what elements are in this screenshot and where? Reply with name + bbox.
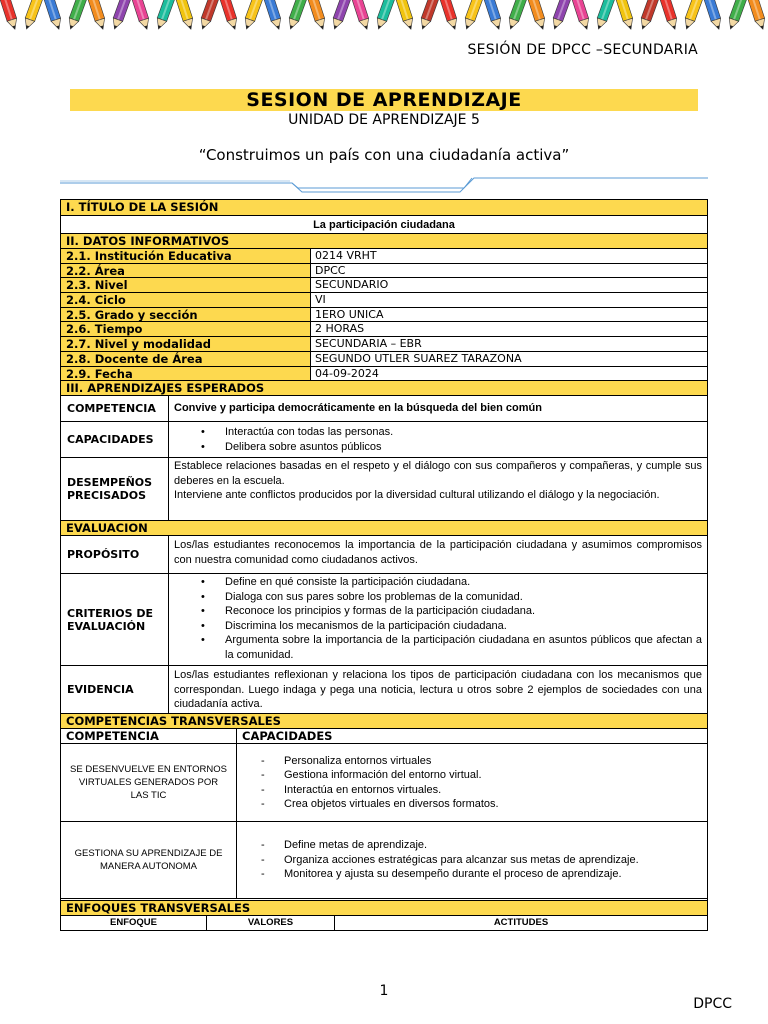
competencia-label: COMPETENCIA	[61, 396, 169, 421]
evidencia-value: Los/las estudiantes reflexionan y relaciona los tipos de participación ciudadana con los mecanismos que correspondan. Luego indaga y pega una noticia, lectura u otros sobre 2 ejemplos de sociedades con una ciudadanía activa.	[174, 669, 702, 711]
unit-title: UNIDAD DE APRENDIZAJE 5	[288, 112, 480, 128]
proposito-row	[61, 535, 707, 573]
criterios-list	[174, 575, 702, 662]
criterios-label: CRITERIOS DE EVALUACIÓN	[61, 574, 169, 665]
transversal-competencia: GESTIONA SU APRENDIZAJE DE MANERA AUTONOMA	[61, 822, 237, 898]
page-title: SESION DE APRENDIZAJE	[70, 89, 698, 111]
list-item: • Argumenta sobre la importancia de la participación ciudadana en asuntos públicos que afectan a la comunidad.	[198, 633, 702, 662]
competencia-value: Convive y participa democráticamente en la búsqueda del bien común	[174, 402, 542, 415]
session-label: SESIÓN DE DPCC –SECUNDARIA	[467, 42, 698, 58]
info-row	[61, 336, 707, 351]
list-item: - Interactúa en entornos virtuales.	[261, 783, 499, 798]
evidencia-row	[61, 665, 707, 713]
info-row	[61, 351, 707, 366]
capacidades-value	[169, 422, 707, 457]
capacidades-label: CAPACIDADES	[61, 422, 169, 457]
desempenos-row	[61, 457, 707, 520]
info-value: 0214 VRHT	[315, 249, 377, 262]
info-value: 1ERO UNICA	[315, 307, 384, 321]
list-item: - Gestiona información del entorno virtual.	[261, 768, 499, 783]
info-rows	[61, 248, 707, 380]
capacidades-list	[237, 754, 499, 812]
transversal-row	[61, 821, 707, 898]
section-info-heading: II. DATOS INFORMATIVOS	[61, 233, 707, 248]
list-item: - Define metas de aprendizaje.	[261, 838, 639, 853]
section-evaluation-heading: EVALUACION	[61, 520, 707, 535]
evidencia-label: EVIDENCIA	[61, 666, 169, 713]
list-item: • Dialoga con sus pares sobre los problemas de la comunidad.	[198, 590, 702, 605]
list-item: • Reconoce los principios y formas de la participación ciudadana.	[198, 604, 702, 619]
list-item: - Organiza acciones estratégicas para alcanzar sus metas de aprendizaje.	[261, 853, 639, 868]
info-row	[61, 263, 707, 278]
info-value: DPCC	[315, 263, 346, 277]
info-value: VI	[315, 293, 326, 307]
section-enfoques-heading: ENFOQUES TRANSVERSALES	[61, 900, 707, 915]
decorative-divider	[60, 176, 708, 194]
transversal-row	[61, 743, 707, 821]
info-row	[61, 292, 707, 307]
info-key: 2.2. Área	[61, 264, 311, 278]
column-header-enfoque: ENFOQUE	[61, 916, 207, 930]
list-item: • Define en qué consiste la participación ciudadana.	[198, 575, 702, 590]
list-item: • Discrimina los mecanismos de la participación ciudadana.	[198, 619, 702, 634]
info-key: 2.6. Tiempo	[61, 322, 311, 336]
desempeno-text: Establece relaciones basadas en el respeto y el diálogo con sus compañeros y compañeras, y cumple sus deberes en la escuela.	[174, 460, 702, 487]
info-row	[61, 366, 707, 381]
info-value: SEGUNDO UTLER SUAREZ TARAZONA	[315, 351, 522, 365]
proposito-label: PROPÓSITO	[61, 536, 169, 573]
info-key: 2.9. Fecha	[61, 367, 311, 381]
capacidades-list	[174, 425, 393, 454]
info-key: 2.5. Grado y sección	[61, 308, 311, 322]
list-item: • Delibera sobre asuntos públicos	[198, 440, 393, 455]
desempenos-label: DESEMPEÑOS PRECISADOS	[61, 458, 169, 520]
capacidades-row	[61, 421, 707, 457]
section-transversal-heading: COMPETENCIAS TRANSVERSALES	[61, 713, 707, 728]
proposito-value: Los/las estudiantes reconocemos la importancia de la participación ciudadana y asumimos compromisos con nuestra comunidad como ciudadanos activos.	[174, 539, 702, 566]
info-value: SECUNDARIO	[315, 278, 389, 292]
info-value: 2 HORAS	[315, 322, 365, 336]
desempeno-text: Interviene ante conflictos producidos por la diversidad cultural utilizando el diálogo y la negociación.	[174, 489, 660, 502]
footer-label: DPCC	[693, 996, 732, 1012]
info-row	[61, 248, 707, 263]
column-header-competencia: COMPETENCIA	[61, 729, 237, 743]
info-value: SECUNDARIA – EBR	[315, 337, 422, 351]
criterios-value	[169, 574, 707, 665]
enfoques-header-row	[61, 915, 707, 930]
column-header-capacidades: CAPACIDADES	[242, 729, 333, 744]
session-table	[60, 199, 708, 931]
info-key: 2.3. Nivel	[61, 278, 311, 292]
info-value: 04-09-2024	[315, 366, 379, 380]
list-item: - Crea objetos virtuales en diversos formatos.	[261, 797, 499, 812]
info-row	[61, 277, 707, 292]
transversal-capacidades	[237, 744, 707, 821]
info-key: 2.1. Institución Educativa	[61, 249, 311, 263]
section-learning-heading: III. APRENDIZAJES ESPERADOS	[61, 380, 707, 395]
list-item: - Personaliza entornos virtuales	[261, 754, 499, 769]
page-number: 1	[379, 983, 389, 999]
info-key: 2.4. Ciclo	[61, 293, 311, 307]
transversal-competencia: SE DESENVUELVE EN ENTORNOS VIRTUALES GENERADOS POR LAS TIC	[61, 744, 237, 821]
info-key: 2.8. Docente de Área	[61, 352, 311, 366]
info-key: 2.7. Nivel y modalidad	[61, 337, 311, 351]
criterios-row	[61, 573, 707, 665]
list-item: - Monitorea y ajusta su desempeño durante el proceso de aprendizaje.	[261, 867, 639, 882]
desempenos-value	[169, 458, 707, 520]
column-header-actitudes: ACTITUDES	[493, 917, 549, 929]
column-header-valores: VALORES	[207, 916, 335, 930]
info-row	[61, 307, 707, 322]
session-title: La participación ciudadana	[61, 215, 707, 233]
transversal-header-row	[61, 728, 707, 743]
capacidades-list	[237, 838, 639, 882]
session-motto: “Construimos un país con una ciudadanía activa”	[198, 146, 570, 164]
competencia-row	[61, 395, 707, 421]
transversal-capacidades	[237, 822, 707, 898]
pencil-border-decoration	[0, 0, 768, 36]
info-row	[61, 321, 707, 336]
list-item: • Interactúa con todas las personas.	[198, 425, 393, 440]
section-title-heading: I. TÍTULO DE LA SESIÓN	[61, 200, 707, 215]
